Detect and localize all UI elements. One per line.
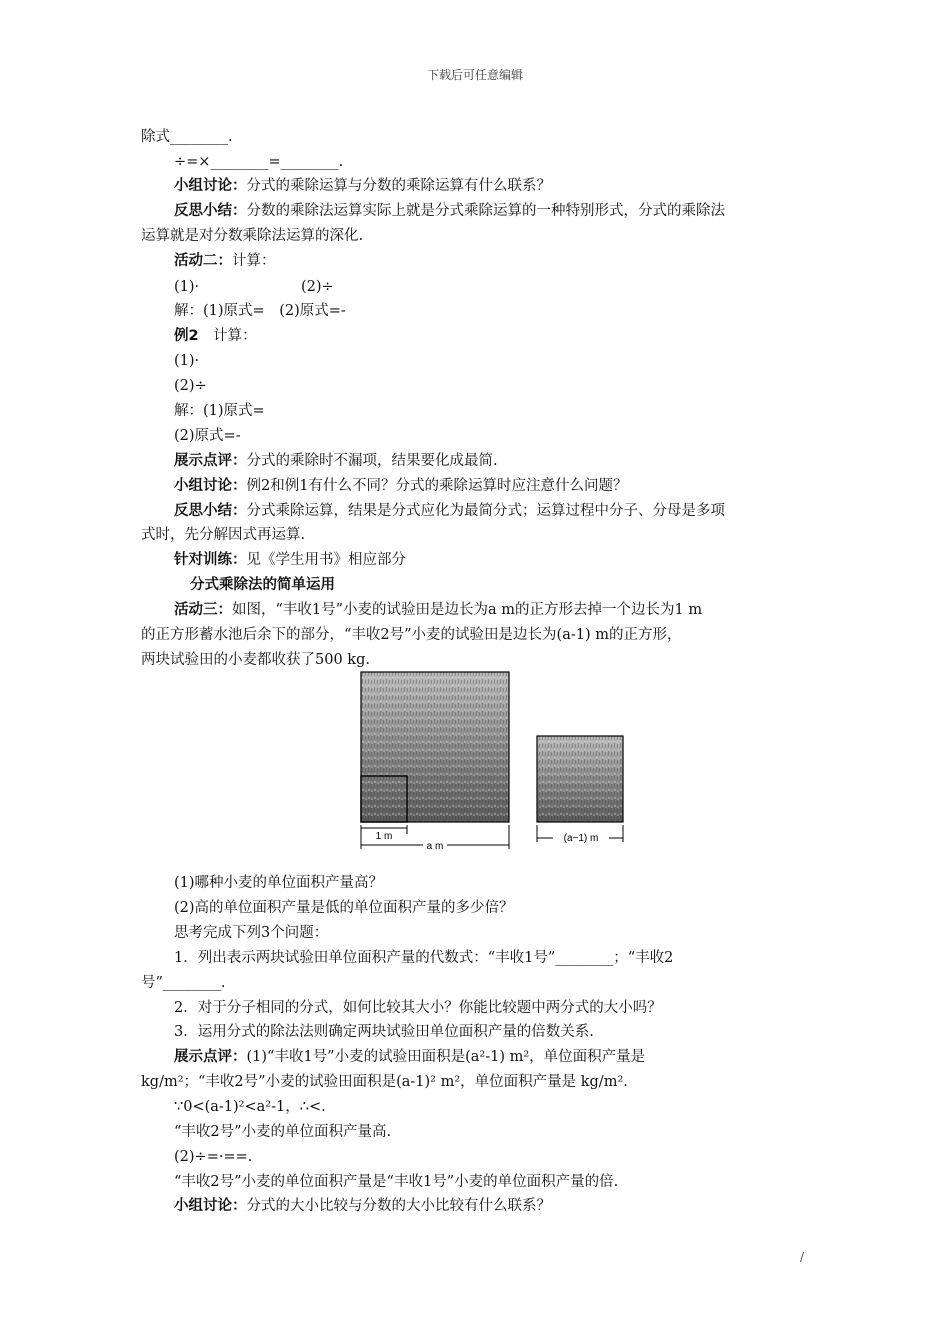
text-line: 1．列出表示两块试验田单位面积产量的代数式：“丰收1号”________；“丰收2 <box>174 950 674 966</box>
text-line: (1)· (2)÷ <box>174 279 334 295</box>
text-line: (2)÷=·==. <box>174 1149 253 1165</box>
page-footer: / <box>800 1250 805 1264</box>
text-line: 思考完成下列3个问题： <box>174 925 329 941</box>
text-line: 2．对于分子相同的分式，如何比较其大小？你能比较题中两分式的大小吗？ <box>174 1000 662 1016</box>
field-two-photo <box>537 736 623 822</box>
label-a-minus-1-m: (a−1) m <box>563 833 599 844</box>
text-line: 反思小结：分式乘除运算，结果是分式应化为最简分式；运算过程中分子、分母是多项 <box>174 503 725 519</box>
text-line: 小组讨论：分式的乘除运算与分数的乘除运算有什么联系？ <box>174 178 551 194</box>
label-group-discussion: 小组讨论： <box>174 478 247 494</box>
text-line: 例2 计算： <box>174 328 257 344</box>
label-activity-two: 活动二： <box>174 253 232 269</box>
text-line: (1)· <box>174 353 200 369</box>
text-line: 的正方形蓄水池后余下的部分，“丰收2号”小麦的试验田是边长为(a-1) m的正方形， <box>141 627 682 643</box>
label-reflection: 反思小结： <box>174 503 247 519</box>
text-line: kg/m²；“丰收2号”小麦的试验田面积是(a-1)² m²，单位面积产量是 kg/m². <box>141 1074 628 1090</box>
text-line: ∵0<(a-1)²<a²-1，∴<. <box>174 1099 326 1115</box>
text-line: 展示点评：(1)“丰收1号”小麦的试验田面积是(a²-1) m²，单位面积产量是 <box>174 1049 646 1065</box>
label-group-discussion: 小组讨论： <box>174 1198 247 1214</box>
label-presentation: 展示点评： <box>174 1049 247 1065</box>
label-reflection: 反思小结： <box>174 203 247 219</box>
text-line: 活动三：如图，“丰收1号”小麦的试验田是边长为a m的正方形去掉一个边长为1 m <box>174 602 703 618</box>
text-line: (2)÷ <box>174 378 207 394</box>
text-line: “丰收2号”小麦的单位面积产量是“丰收1号”小麦的单位面积产量的倍. <box>174 1174 619 1190</box>
text-line: 针对训练：见《学生用书》相应部分 <box>174 552 406 568</box>
label-activity-three: 活动三： <box>174 602 232 618</box>
text-line: “丰收2号”小麦的单位面积产量高. <box>174 1124 392 1140</box>
text-line: 运算就是对分数乘除法运算的深化. <box>141 228 364 244</box>
text-line: 号”________. <box>141 975 226 991</box>
text-line: 小组讨论：例2和例1有什么不同？分式的乘除运算时应注意什么问题？ <box>174 478 628 494</box>
text-line: 反思小结：分数的乘除法运算实际上就是分式乘除运算的一种特别形式，分式的乘除法 <box>174 203 725 219</box>
label-1m: 1 m <box>375 831 393 842</box>
text-line: 解：(1)原式= (2)原式=- <box>174 303 346 319</box>
text-line: 两块试验田的小麦都收获了500 kg. <box>141 652 370 668</box>
text-line: 除式________. <box>141 129 233 145</box>
wheat-field-figure <box>355 668 635 858</box>
section-heading: 分式乘除法的简单运用 <box>190 577 335 593</box>
text-line: 活动二：计算： <box>174 253 276 269</box>
label-targeted-practice: 针对训练： <box>174 552 247 568</box>
text-line: 小组讨论：分式的大小比较与分数的大小比较有什么联系？ <box>174 1198 551 1214</box>
page-header: 下载后可任意编辑 <box>426 68 523 82</box>
text-line: 式时，先分解因式再运算. <box>141 527 306 543</box>
text-line: 解：(1)原式= <box>174 403 265 419</box>
text-line: (2)高的单位面积产量是低的单位面积产量的多少倍？ <box>174 900 514 916</box>
label-am: a m <box>426 841 444 852</box>
label-example-2: 例2 <box>174 328 199 344</box>
text-line: ÷=×________=________. <box>174 154 344 170</box>
label-presentation: 展示点评： <box>174 453 247 469</box>
label-group-discussion: 小组讨论： <box>174 178 247 194</box>
text-line: (1)哪种小麦的单位面积产量高？ <box>174 875 384 891</box>
text-line: 展示点评：分式的乘除时不漏项，结果要化成最简. <box>174 453 498 469</box>
text-line: (2)原式=- <box>174 428 241 444</box>
text-line: 3．运用分式的除法法则确定两块试验田单位面积产量的倍数关系. <box>174 1024 594 1040</box>
field-one-photo <box>361 672 509 822</box>
